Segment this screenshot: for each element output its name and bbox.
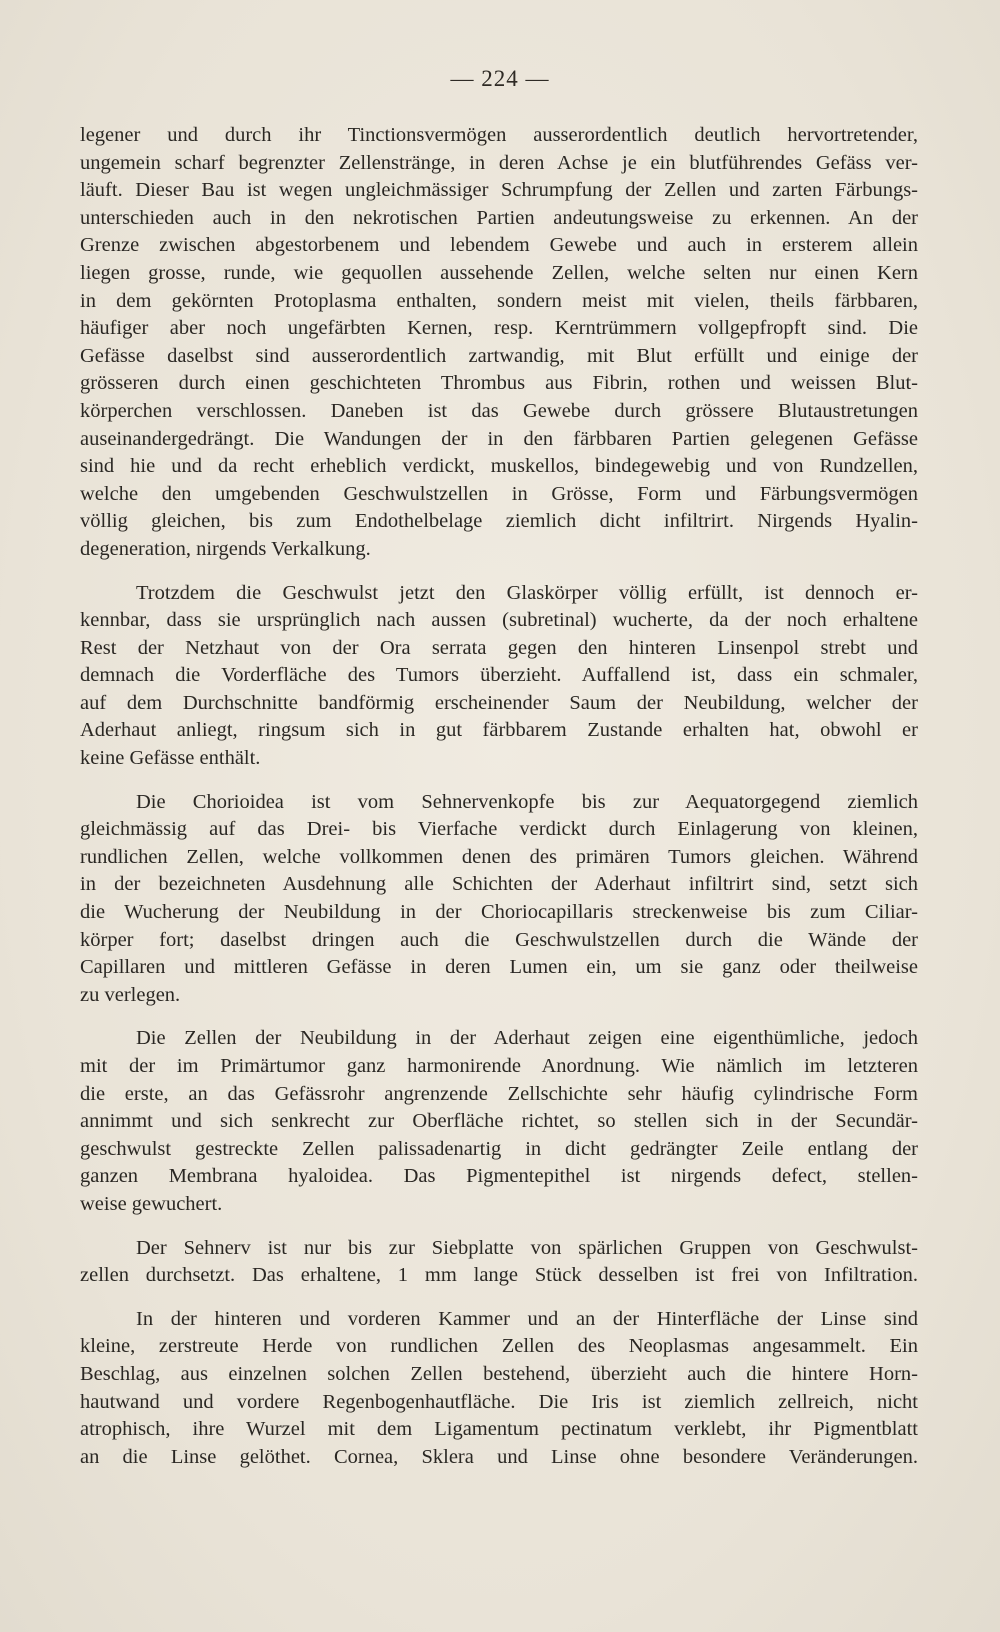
- paragraph-2: [80, 580, 918, 773]
- paragraph-gap: [80, 773, 918, 789]
- text-line: unterschieden auch in den nekrotischen Partien andeutungsweise zu erkennen. An der: [80, 206, 918, 229]
- text-line: die erste, an das Gefässrohr angrenzende Zellschichte sehr häufig cylindrische Form: [80, 1082, 918, 1105]
- text-line: die Wucherung der Neubildung in der Choriocapillaris streckenweise bis zum Ciliar-: [80, 901, 918, 924]
- text-line: rundlichen Zellen, welche vollkommen denen des primären Tumors gleichen. Während: [80, 845, 918, 868]
- body-text: [80, 122, 918, 1471]
- text-line: Die Chorioidea ist vom Sehnervenkopfe bis zur Aequatorgegend ziemlich: [136, 790, 918, 813]
- text-line: annimmt und sich senkrecht zur Oberfläche richtet, so stellen sich in der Secundär-: [80, 1110, 918, 1133]
- page-number: — 224 —: [450, 66, 550, 91]
- text-line: hautwand und vordere Regenbogenhautfläche. Die Iris ist ziemlich zellreich, nicht: [80, 1390, 918, 1413]
- text-line: sind hie und da recht erheblich verdickt, muskellos, bindegewebig und von Rundzellen,: [80, 455, 918, 478]
- text-line: Der Sehnerv ist nur bis zur Siebplatte von spärlichen Gruppen von Geschwulst-: [136, 1236, 918, 1259]
- paragraph-1: [80, 122, 918, 564]
- text-line: geschwulst gestreckte Zellen palissadenartig in dicht gedrängter Zeile entlang der: [80, 1137, 918, 1160]
- text-line: Trotzdem die Geschwulst jetzt den Glaskörper völlig erfüllt, ist dennoch er-: [136, 581, 918, 604]
- text-line: welche den umgebenden Geschwulstzellen in Grösse, Form und Färbungsvermögen: [80, 482, 918, 505]
- text-line: Beschlag, aus einzelnen solchen Zellen bestehend, überzieht auch die hintere Horn-: [80, 1362, 918, 1385]
- text-line: in dem gekörnten Protoplasma enthalten, sondern meist mit vielen, theils färbbaren,: [80, 289, 918, 312]
- text-line: ganzen Membrana hyaloidea. Das Pigmentepithel ist nirgends defect, stellen-: [80, 1165, 918, 1188]
- text-line: zellen durchsetzt. Das erhaltene, 1 mm lange Stück desselben ist frei von Infiltration.: [80, 1264, 918, 1287]
- text-line: kennbar, dass sie ursprünglich nach aussen (subretinal) wucherte, da der noch erhaltene: [80, 609, 918, 632]
- text-line: Gefässe daselbst sind ausserordentlich zartwandig, mit Blut erfüllt und einige der: [80, 344, 918, 367]
- text-line: ungemein scharf begrenzter Zellenstränge, in deren Achse je ein blutführendes Gefäss ver-: [80, 151, 918, 174]
- text-line: legener und durch ihr Tinctionsvermögen ausserordentlich deutlich hervortretender,: [80, 124, 918, 146]
- paragraph-6: [80, 1306, 918, 1472]
- paragraph-gap: [80, 564, 918, 580]
- text-line: auf dem Durchschnitte bandförmig erscheinender Saum der Neubildung, welcher der: [80, 691, 918, 714]
- text-line: an die Linse gelöthet. Cornea, Sklera und Linse ohne besondere Veränderungen.: [80, 1445, 918, 1468]
- text-line: auseinandergedrängt. Die Wandungen der in den färbbaren Partien gelegenen Gefässe: [80, 427, 918, 450]
- paragraph-gap: [80, 1290, 918, 1306]
- paragraph-gap: [80, 1219, 918, 1235]
- text-line: körper fort; daselbst dringen auch die Geschwulstzellen durch die Wände der: [80, 928, 918, 951]
- text-line: atrophisch, ihre Wurzel mit dem Ligamentum pectinatum verklebt, ihr Pigmentblatt: [80, 1418, 918, 1441]
- paragraph-4: [80, 1025, 918, 1218]
- paragraph-gap: [80, 1009, 918, 1025]
- text-line: demnach die Vorderfläche des Tumors überzieht. Auffallend ist, dass ein schmaler,: [80, 664, 918, 687]
- paragraph-5: [80, 1235, 918, 1290]
- text-line: völlig gleichen, bis zum Endothelbelage ziemlich dicht infiltrirt. Nirgends Hyalin-: [80, 510, 918, 533]
- text-line: körperchen verschlossen. Daneben ist das Gewebe durch grössere Blutaustretungen: [80, 399, 918, 422]
- text-line: Aderhaut anliegt, ringsum sich in gut färbbarem Zustande erhalten hat, obwohl er: [80, 719, 918, 742]
- text-line: gleichmässig auf das Drei- bis Vierfache verdickt durch Einlagerung von kleinen,: [80, 818, 918, 841]
- text-line: Capillaren und mittleren Gefässe in deren Lumen ein, um sie ganz oder theilweise: [80, 956, 918, 979]
- text-line: zu verlegen.: [80, 983, 181, 1006]
- text-line: liegen grosse, runde, wie gequollen aussehende Zellen, welche selten nur einen Kern: [80, 261, 918, 284]
- text-line: häufiger aber noch ungefärbten Kernen, resp. Kerntrümmern vollgepfropft sind. Die: [80, 317, 918, 340]
- text-line: Die Zellen der Neubildung in der Aderhaut zeigen eine eigenthümliche, jedoch: [136, 1027, 918, 1050]
- text-line: keine Gefässe enthält.: [80, 747, 261, 770]
- text-line: Grenze zwischen abgestorbenem und lebendem Gewebe und auch in ersterem allein: [80, 234, 918, 257]
- text-line: in der bezeichneten Ausdehnung alle Schichten der Aderhaut infiltrirt sind, setzt sich: [80, 873, 918, 896]
- text-line: grösseren durch einen geschichteten Thrombus aus Fibrin, rothen und weissen Blut-: [80, 372, 918, 395]
- text-line: mit der im Primärtumor ganz harmonirende Anordnung. Wie nämlich im letzteren: [80, 1055, 918, 1077]
- text-line: degeneration, nirgends Verkalkung.: [80, 537, 371, 560]
- text-line: läuft. Dieser Bau ist wegen ungleichmässiger Schrumpfung der Zellen und zarten Färbungs-: [80, 179, 918, 202]
- paragraph-3: [80, 789, 918, 1010]
- text-line: kleine, zerstreute Herde von rundlichen Zellen des Neoplasmas angesammelt. Ein: [80, 1335, 918, 1358]
- text-line: Rest der Netzhaut von der Ora serrata gegen den hinteren Linsenpol strebt und: [80, 636, 918, 659]
- text-line: In der hinteren und vorderen Kammer und an der Hinterfläche der Linse sind: [136, 1307, 918, 1330]
- text-line: weise gewuchert.: [80, 1192, 223, 1215]
